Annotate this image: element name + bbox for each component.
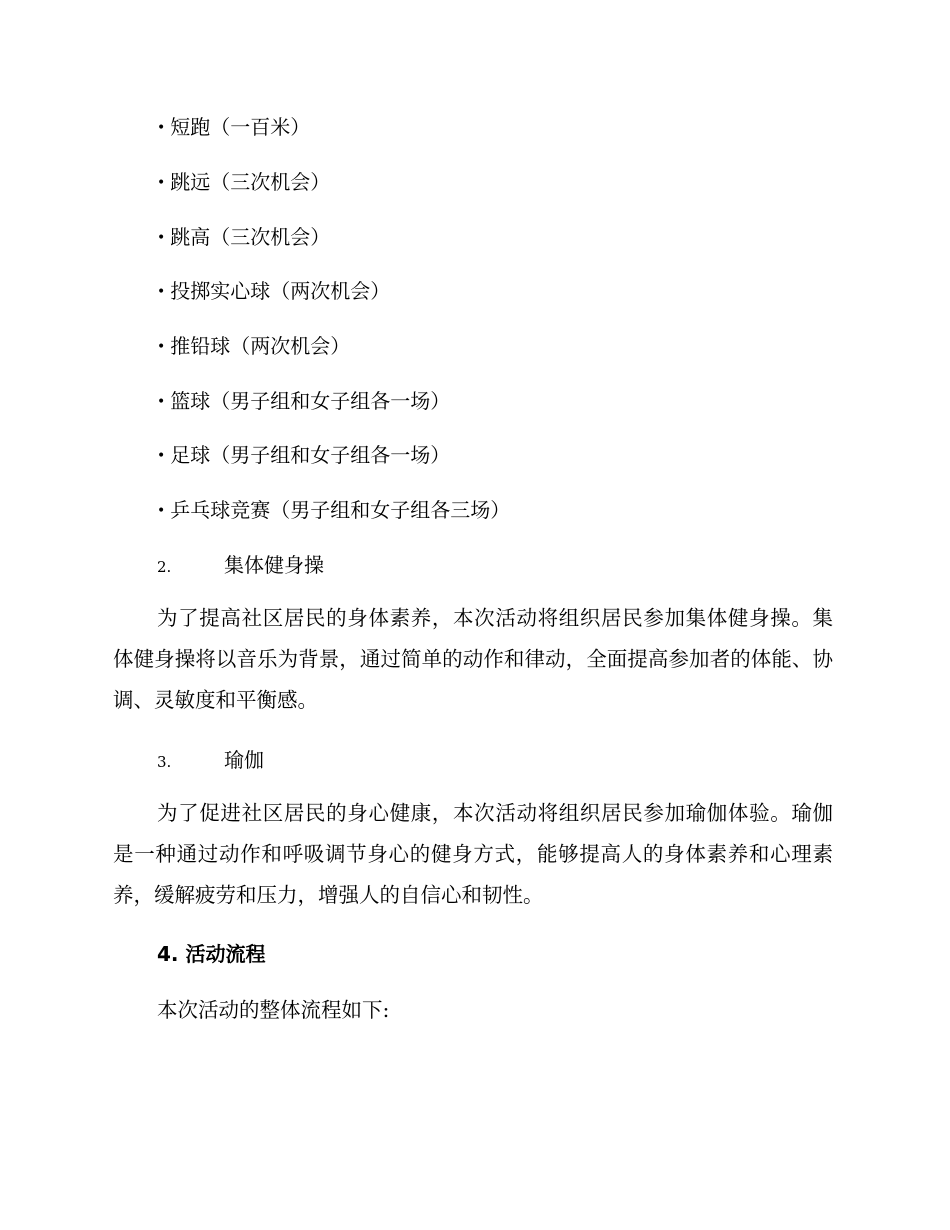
list-item [157, 168, 330, 199]
section-number: 2. [157, 558, 172, 576]
list-item [157, 277, 390, 308]
section-title-text: 集体健身操 [224, 553, 324, 577]
section-2-title [157, 551, 324, 581]
section-3-paragraph: 为了促进社区居民的身心健康，本次活动将组织居民参加瑜伽体验。瑜伽是一种通过动作和呼吸调节身心的健身方式，能够提高人的身体素养和心理素养，缓解疲劳和压力，增强人的自信心和韧性。 [113, 801, 833, 907]
section-2-paragraph: 为了提高社区居民的身体素养，本次活动将组织居民参加集体健身操。集体健身操将以音乐为背景，通过简单的动作和律动，全面提高参加者的体能、协调、灵敏度和平衡感。 [113, 606, 833, 712]
list-item-text: 短跑（一百米） [170, 115, 311, 139]
section-title-text: 瑜伽 [224, 748, 264, 772]
bullet-icon: • [157, 394, 166, 410]
bullet-icon: • [157, 339, 166, 355]
list-item-text: 推铅球（两次机会） [170, 334, 351, 358]
list-item-text: 足球（男子组和女子组各一场） [170, 443, 451, 467]
bullet-icon: • [157, 120, 166, 136]
bullet-icon: • [157, 230, 166, 246]
list-item-text: 跳远（三次机会） [170, 170, 331, 194]
bullet-icon: • [157, 503, 166, 519]
list-item-text: 跳高（三次机会） [170, 225, 331, 249]
list-item [157, 332, 350, 363]
section-3-title [157, 746, 264, 776]
bullet-icon: • [157, 448, 166, 464]
list-item [157, 113, 310, 144]
list-item [157, 496, 510, 527]
section-4-heading: 4. 活动流程 [157, 942, 266, 966]
closing-paragraph: 本次活动的整体流程如下: [157, 998, 390, 1022]
list-item [157, 387, 450, 418]
list-item [157, 223, 330, 254]
list-item [157, 441, 450, 472]
list-item-text: 乒乓球竞赛（男子组和女子组各三场） [170, 498, 511, 522]
list-item-text: 投掷实心球（两次机会） [170, 279, 391, 303]
bullet-icon: • [157, 284, 166, 300]
list-item-text: 篮球（男子组和女子组各一场） [170, 389, 451, 413]
section-number: 3. [157, 753, 172, 771]
bullet-icon: • [157, 175, 166, 191]
